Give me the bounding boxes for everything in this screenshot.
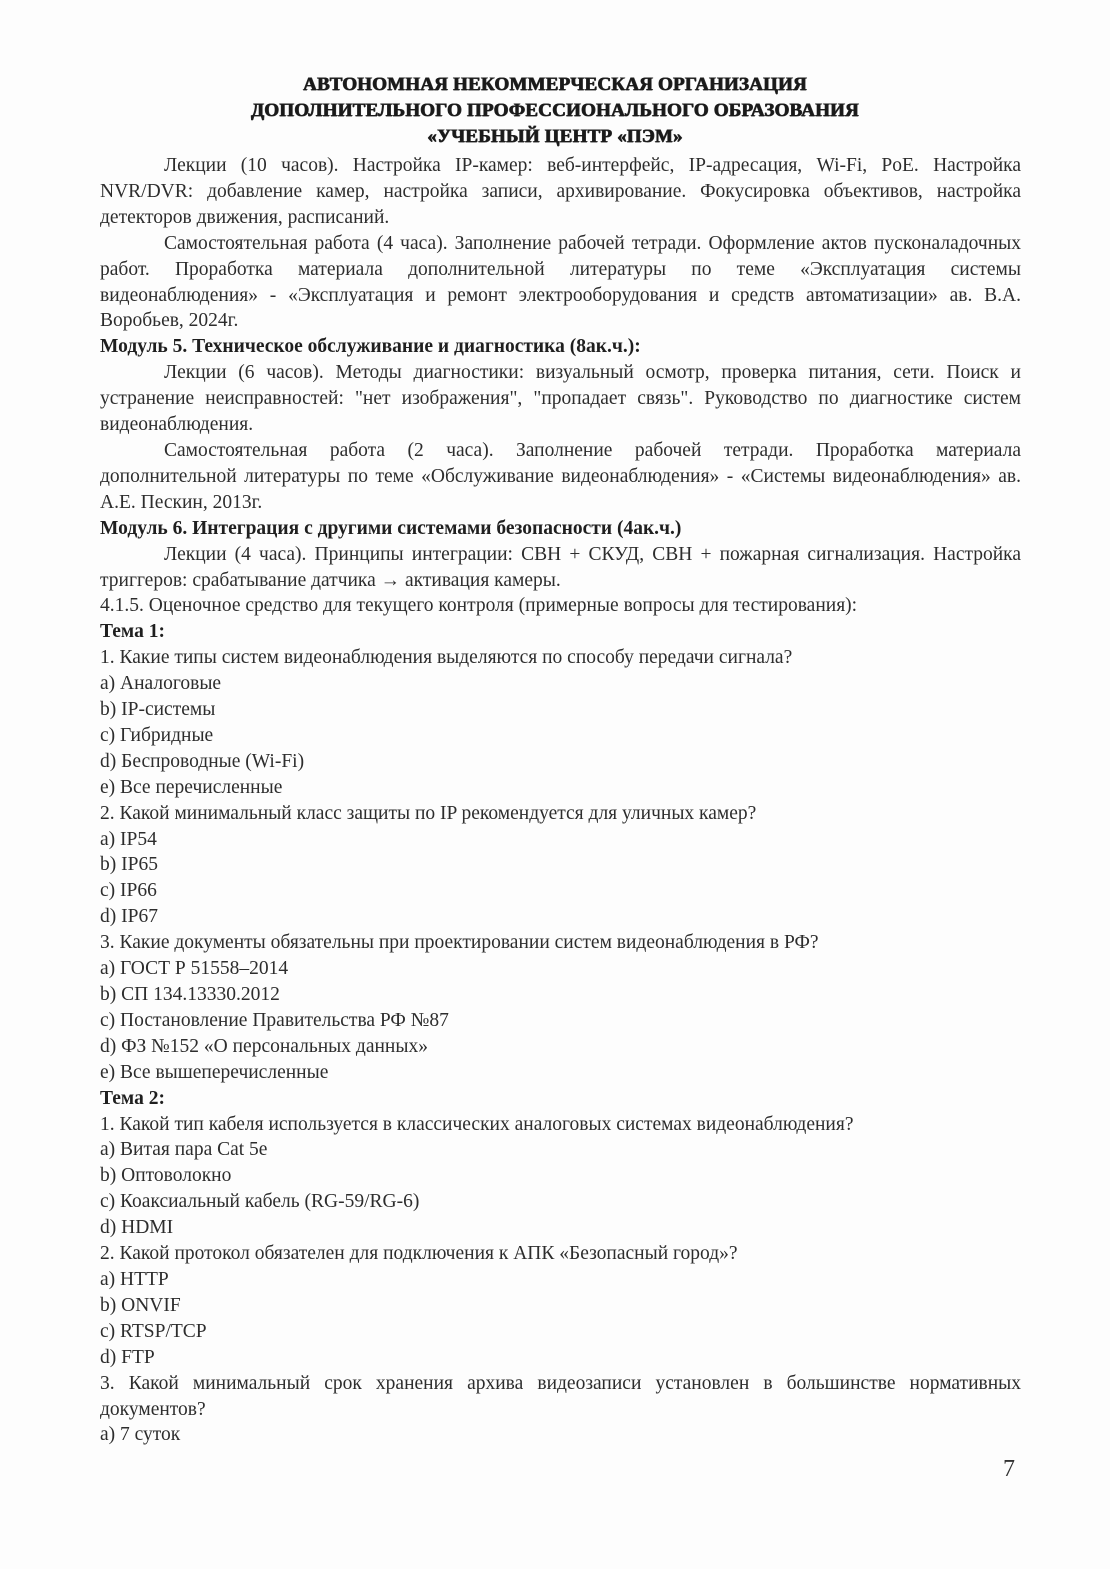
page-number: 7 xyxy=(1003,1456,1015,1482)
question: 1. Какой тип кабеля используется в классических аналоговых системах видеонаблюдения? xyxy=(100,1113,854,1135)
header-line-2: ДОПОЛНИТЕЛЬНОГО ПРОФЕССИОНАЛЬНОГО ОБРАЗОВАНИЯ xyxy=(251,100,859,121)
answer-option: b) IP-системы xyxy=(100,699,216,721)
answer-option: b) ONVIF xyxy=(100,1294,181,1316)
module6-title: Модуль 6. Интеграция с другими системами безопасности (4ак.ч.) xyxy=(100,517,682,539)
module4-lectures: Лекции (10 часов). Настройка IP-камер: веб-интерфейс, IP-адресация, Wi-Fi, PoE. Настройка NVR/DVR: добавление камер, настройка записи, архивирование. Фокусировка объективов, настройка детекторов движения, расписаний. xyxy=(100,155,1021,228)
document-body xyxy=(100,153,1021,1448)
question: 3. Какой минимальный срок хранения архива видеозаписи установлен в большинстве нормативных документов? xyxy=(100,1372,1021,1420)
answer-option: b) СП 134.13330.2012 xyxy=(100,984,280,1005)
assessment-title: 4.1.5. Оценочное средство для текущего контроля (примерные вопросы для тестирования): xyxy=(100,595,858,617)
answer-option: c) Гибридные xyxy=(100,724,214,746)
module4-self-study: Самостоятельная работа (4 часа). Заполнение рабочей тетради. Оформление актов пусконаладочных работ. Проработка материала дополнительной литературы по теме «Эксплуатация системы видеонаблюдения» - «Эксплуатация и ремонт электрооборудования и средств автоматизации» ав. В.А. Воробьев, 2024г. xyxy=(100,232,1021,332)
answer-option: c) IP66 xyxy=(100,880,157,902)
module5-lectures: Лекции (6 часов). Методы диагностики: визуальный осмотр, проверка питания, сети. Поиск и устранение неисправностей: "нет изображения", "пропадает связь". Руководство по диагностике систем видеонаблюдения. xyxy=(100,362,1021,436)
question: 1. Какие типы систем видеонаблюдения выделяются по способу передачи сигнала? xyxy=(100,647,793,669)
module5-title: Модуль 5. Техническое обслуживание и диагностика (8ак.ч.): xyxy=(100,336,641,358)
organization-header xyxy=(0,72,1110,150)
answer-option: c) RTSP/TCP xyxy=(100,1320,207,1342)
answer-option: a) Витая пара Cat 5e xyxy=(100,1139,268,1161)
question: 2. Какой минимальный класс защиты по IP рекомендуется для уличных камер? xyxy=(100,802,757,824)
answer-option: d) ФЗ №152 «О персональных данных» xyxy=(100,1035,428,1057)
answer-option: e) Все вышеперечисленные xyxy=(100,1061,329,1083)
answer-option: a) IP54 xyxy=(100,828,157,850)
answer-option: d) HDMI xyxy=(100,1217,174,1239)
answer-option: d) FTP xyxy=(100,1346,155,1368)
answer-option: b) IP65 xyxy=(100,854,158,876)
topic-title: Тема 1: xyxy=(100,621,165,643)
module5-self-study: Самостоятельная работа (2 часа). Заполнение рабочей тетради. Проработка материала дополнительной литературы по теме «Обслуживание видеонаблюдения» - «Системы видеонаблюдения» ав. А.Е. Пескин, 2013г. xyxy=(100,439,1021,513)
answer-option: d) IP67 xyxy=(100,906,158,928)
answer-option: d) Беспроводные (Wi-Fi) xyxy=(100,750,305,772)
answer-option: a) ГОСТ Р 51558–2014 xyxy=(100,958,289,980)
answer-option: a) Аналоговые xyxy=(100,673,222,695)
module6-lectures: Лекции (4 часа). Принципы интеграции: СВН + СКУД, СВН + пожарная сигнализация. Настройка триггеров: срабатывание датчика → активация камеры. xyxy=(100,543,1021,591)
answer-option: c) Коаксиальный кабель (RG-59/RG-6) xyxy=(100,1191,420,1213)
answer-option: a) 7 суток xyxy=(100,1424,181,1446)
topic-title: Тема 2: xyxy=(100,1087,165,1109)
answer-option: b) Оптоволокно xyxy=(100,1165,232,1187)
answer-option: c) Постановление Правительства РФ №87 xyxy=(100,1009,449,1031)
header-line-1: АВТОНОМНАЯ НЕКОММЕРЧЕСКАЯ ОРГАНИЗАЦИЯ xyxy=(303,74,807,95)
header-line-3: «УЧЕБНЫЙ ЦЕНТР «ПЭМ» xyxy=(427,126,683,147)
question: 2. Какой протокол обязателен для подключения к АПК «Безопасный город»? xyxy=(100,1243,738,1265)
answer-option: a) HTTP xyxy=(100,1268,169,1290)
answer-option: e) Все перечисленные xyxy=(100,776,283,798)
question: 3. Какие документы обязательны при проектировании систем видеонаблюдения в РФ? xyxy=(100,932,819,954)
